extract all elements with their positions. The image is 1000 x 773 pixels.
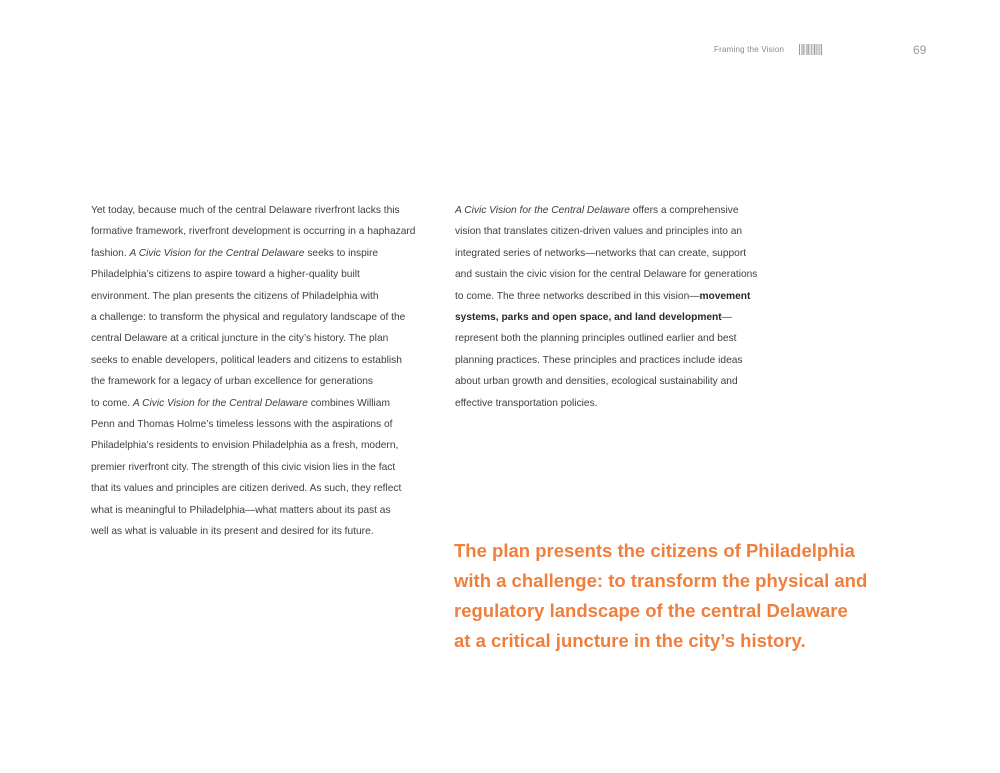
body-line: what is meaningful to Philadelphia—what matters about its past as	[91, 504, 391, 516]
title-reference: A Civic Vision for the Central Delaware	[455, 205, 630, 216]
body-line: systems, parks and open space, and land development—	[455, 312, 732, 324]
pull-quote-line: at a critical juncture in the city’s history.	[454, 630, 806, 651]
body-line: Philadelphia’s citizens to aspire toward a higher-quality built	[91, 269, 360, 281]
body-line: vision that translates citizen-driven values and principles into an	[455, 226, 743, 238]
body-line: well as what is valuable in its present and desired for its future.	[91, 526, 374, 538]
body-line: seeks to enable developers, political leaders and citizens to establish	[91, 354, 402, 366]
body-line: about urban growth and densities, ecological sustainability and	[455, 376, 738, 388]
page-number: 69	[913, 43, 927, 57]
pull-quote-line: regulatory landscape of the central Delaware	[454, 600, 848, 621]
body-line: to come. A Civic Vision for the Central Delaware combines William	[91, 397, 390, 409]
body-line: that its values and principles are citizen derived. As such, they reflect	[91, 483, 402, 495]
body-line: Penn and Thomas Holme’s timeless lessons with the aspirations of	[91, 419, 393, 431]
body-line: to come. The three networks described in this vision—movement	[455, 290, 751, 302]
emphasis: systems, parks and open space, and land development	[455, 312, 722, 324]
body-line: integrated series of networks—networks that can create, support	[455, 247, 747, 259]
body-line: planning practices. These principles and practices include ideas	[455, 354, 743, 366]
title-reference: A Civic Vision for the Central Delaware	[132, 397, 308, 409]
pull-quote-line: The plan presents the citizens of Philadelphia	[454, 540, 855, 561]
body-line: central Delaware at a critical juncture in the city’s history. The plan	[91, 333, 389, 345]
body-line: and sustain the civic vision for the central Delaware for generations	[455, 269, 758, 281]
body-line: the framework for a legacy of urban excellence for generations	[91, 376, 374, 388]
body-line: represent both the planning principles outlined earlier and best	[455, 333, 737, 345]
left-body-column	[91, 200, 441, 543]
emphasis: movement	[699, 290, 751, 302]
body-line: effective transportation policies.	[455, 397, 598, 409]
barcode-icon	[799, 44, 823, 55]
title-reference: A Civic Vision for the Central Delaware	[129, 247, 305, 259]
pull-quote-line: with a challenge: to transform the physical and	[454, 570, 868, 591]
section-title: Framing the Vision	[714, 45, 785, 54]
right-body-column	[455, 200, 790, 414]
pull-quote	[454, 536, 884, 656]
body-line: Yet today, because much of the central Delaware riverfront lacks this	[91, 205, 400, 216]
body-line: fashion. A Civic Vision for the Central Delaware seeks to inspire	[91, 247, 379, 259]
body-line: Philadelphia’s residents to envision Philadelphia as a fresh, modern,	[91, 440, 399, 452]
body-line: a challenge: to transform the physical and regulatory landscape of the	[91, 312, 406, 324]
body-line: A Civic Vision for the Central Delaware offers a comprehensive	[455, 205, 739, 216]
body-line: premier riverfront city. The strength of this civic vision lies in the fact	[91, 461, 396, 473]
body-line: formative framework, riverfront development is occurring in a haphazard	[91, 226, 416, 238]
body-line: environment. The plan presents the citizens of Philadelphia with	[91, 290, 379, 302]
